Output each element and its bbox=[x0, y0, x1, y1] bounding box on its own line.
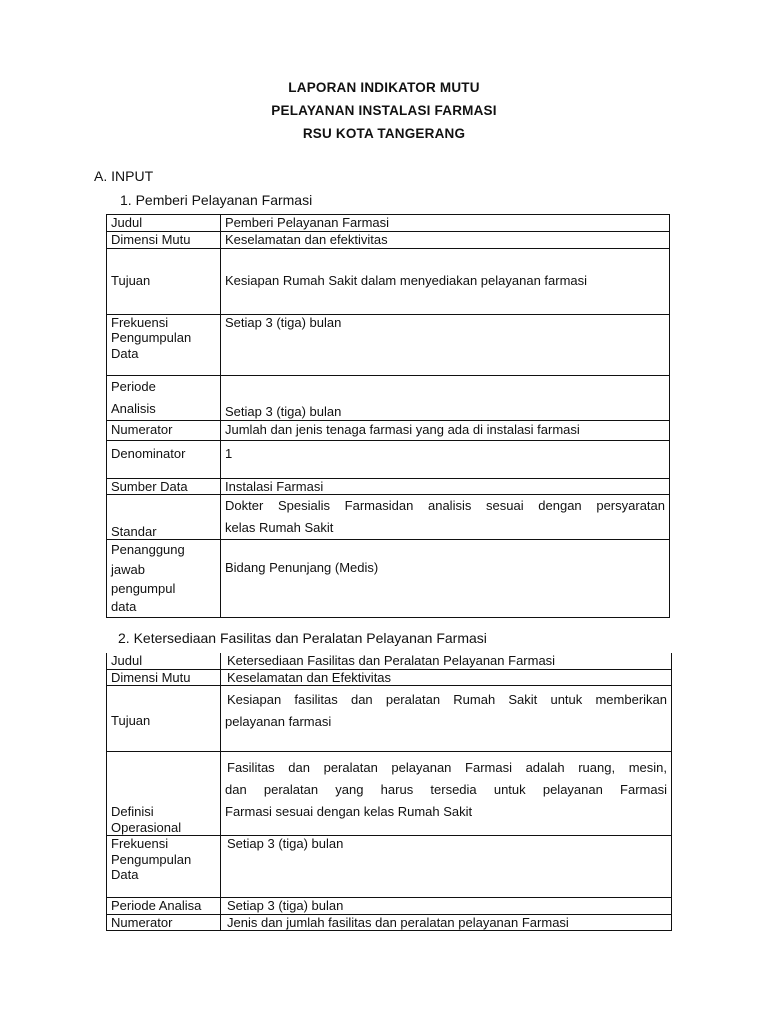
row-label bbox=[107, 540, 221, 618]
label-line: Analisis bbox=[111, 400, 156, 416]
table-row bbox=[107, 752, 672, 836]
item-1-heading: 1. Pemberi Pelayanan Farmasi bbox=[120, 192, 313, 208]
row-value: Kesiapan Rumah Sakit dalam menyediakan pelayanan farmasi bbox=[221, 248, 670, 314]
value-line: Fasilitas dan peralatan pelayanan Farmasi adalah ruang, mesin, bbox=[227, 760, 667, 776]
row-value: Instalasi Farmasi bbox=[221, 478, 670, 495]
report-title: LAPORAN INDIKATOR MUTU bbox=[288, 80, 480, 95]
row-value: Pemberi Pelayanan Farmasi bbox=[221, 215, 670, 232]
row-value: 1 bbox=[221, 440, 670, 478]
table-row bbox=[107, 836, 672, 898]
row-value: Setiap 3 (tiga) bulan bbox=[221, 898, 672, 915]
label-line: Definisi bbox=[111, 804, 154, 819]
row-label bbox=[107, 314, 221, 375]
hospital-name: RSU KOTA TANGERANG bbox=[302, 126, 466, 141]
row-label bbox=[107, 836, 221, 898]
value-line: dan peralatan yang harus tersedia untuk pelayanan Farmasi bbox=[225, 782, 667, 798]
value-line: Kesiapan fasilitas dan peralatan Rumah Sakit untuk memberikan bbox=[227, 692, 667, 708]
row-value: Ketersediaan Fasilitas dan Peralatan Pelayanan Farmasi bbox=[221, 653, 672, 669]
label-line: Data bbox=[111, 867, 139, 883]
label-line: Frekuensi bbox=[111, 314, 169, 330]
row-label: Dimensi Mutu bbox=[107, 232, 221, 249]
label-line: Operasional bbox=[111, 819, 182, 835]
section-a-heading: A. INPUT bbox=[94, 168, 154, 184]
label-line: Pengumpulan bbox=[111, 851, 192, 867]
row-label: Tujuan bbox=[107, 686, 221, 752]
row-label: Numerator bbox=[107, 420, 221, 440]
row-value: Keselamatan dan efektivitas bbox=[221, 232, 670, 249]
row-value: Setiap 3 (tiga) bulan bbox=[221, 314, 670, 375]
row-label: Sumber Data bbox=[107, 478, 221, 495]
row-value bbox=[221, 752, 672, 836]
value-line: Farmasi sesuai dengan kelas Rumah Sakit bbox=[225, 804, 473, 820]
label-line: Pengumpulan bbox=[111, 330, 192, 346]
report-subtitle: PELAYANAN INSTALASI FARMASI bbox=[271, 103, 497, 118]
row-value: Bidang Penunjang (Medis) bbox=[221, 540, 670, 618]
label-line: jawab bbox=[111, 562, 145, 578]
label-line: Frekuensi bbox=[111, 836, 169, 852]
row-value bbox=[221, 495, 670, 540]
table-row bbox=[107, 314, 670, 375]
label-line: data bbox=[111, 599, 137, 615]
table-row bbox=[107, 653, 672, 669]
row-label: Periode Analisa bbox=[107, 898, 221, 915]
row-label: Tujuan bbox=[107, 248, 221, 314]
table-row bbox=[107, 914, 672, 931]
table-row bbox=[107, 540, 670, 618]
table-row bbox=[107, 669, 672, 686]
row-label bbox=[107, 375, 221, 420]
indicator-table-2 bbox=[106, 653, 672, 931]
label-line: Penanggung bbox=[111, 542, 185, 558]
row-label bbox=[107, 752, 221, 836]
row-label: Judul bbox=[107, 215, 221, 232]
label-line: pengumpul bbox=[111, 581, 176, 597]
row-label: Dimensi Mutu bbox=[107, 669, 221, 686]
row-value: Keselamatan dan Efektivitas bbox=[221, 669, 672, 686]
table-row bbox=[107, 686, 672, 752]
table-row bbox=[107, 232, 670, 249]
indicator-table-1 bbox=[106, 214, 670, 618]
value-line: kelas Rumah Sakit bbox=[225, 520, 334, 536]
row-value: Jumlah dan jenis tenaga farmasi yang ada di instalasi farmasi bbox=[221, 420, 670, 440]
item-2-heading: 2. Ketersediaan Fasilitas dan Peralatan Pelayanan Farmasi bbox=[118, 630, 487, 646]
table-row bbox=[107, 495, 670, 540]
row-label: Denominator bbox=[107, 440, 221, 478]
row-label: Standar bbox=[107, 495, 221, 540]
row-value: Setiap 3 (tiga) bulan bbox=[221, 375, 670, 420]
row-label: Judul bbox=[107, 653, 221, 669]
table-row bbox=[107, 478, 670, 495]
table-row bbox=[107, 898, 672, 915]
value-line: Dokter Spesialis Farmasidan analisis sesuai dengan persyaratan bbox=[225, 498, 665, 514]
value-line: pelayanan farmasi bbox=[225, 714, 332, 730]
table-row bbox=[107, 440, 670, 478]
row-value: Setiap 3 (tiga) bulan bbox=[221, 836, 672, 898]
table-row bbox=[107, 248, 670, 314]
label-line: Data bbox=[111, 345, 139, 361]
label-line: Periode bbox=[111, 378, 156, 394]
table-row bbox=[107, 420, 670, 440]
row-label: Numerator bbox=[107, 914, 221, 931]
table-row bbox=[107, 215, 670, 232]
table-row bbox=[107, 375, 670, 420]
row-value: Jenis dan jumlah fasilitas dan peralatan pelayanan Farmasi bbox=[221, 914, 672, 931]
row-value bbox=[221, 686, 672, 752]
